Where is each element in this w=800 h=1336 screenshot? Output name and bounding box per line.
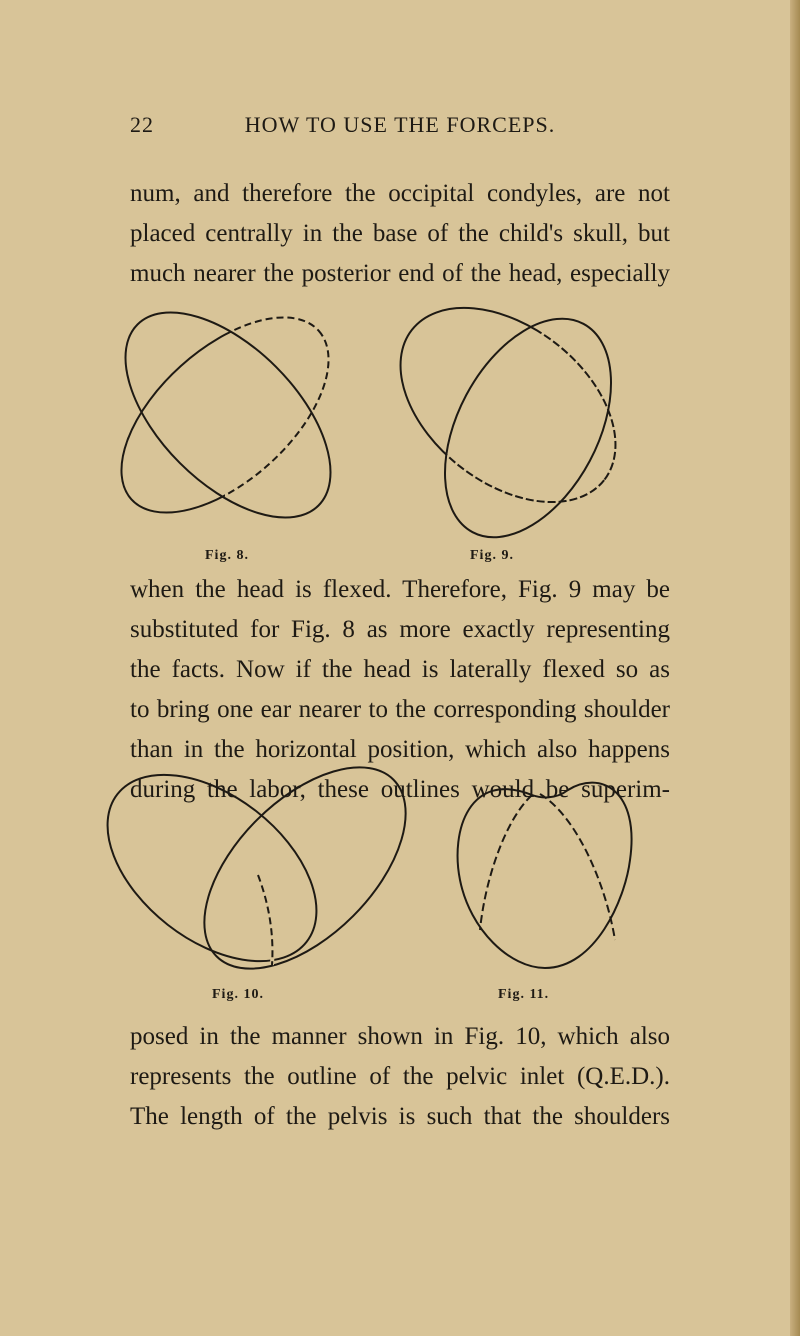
text-line: to bring one ear nearer to the corresponding shoulder (130, 696, 670, 723)
text-line: represents the outline of the pelvic inlet (Q.E.D.). (130, 1063, 670, 1090)
figure-11 (458, 783, 632, 968)
text-line: The length of the pelvis is such that the shoulders (130, 1103, 670, 1130)
text-line: much nearer the posterior end of the head, especially (130, 260, 670, 287)
caption-fig-9: Fig. 9. (470, 548, 514, 563)
text-line: posed in the manner shown in Fig. 10, which also (130, 1023, 670, 1050)
text-line: the facts. Now if the head is laterally flexed so as (130, 656, 670, 683)
text-line: num, and therefore the occipital condyles, are not (130, 180, 670, 207)
text-line: substituted for Fig. 8 as more exactly representing (130, 616, 670, 643)
text-line: during the labor, these outlines would be superim- (130, 776, 670, 803)
caption-fig-8: Fig. 8. (205, 548, 249, 563)
paragraph-2 (130, 570, 670, 810)
text-line: when the head is flexed. Therefore, Fig. 9 may be (130, 576, 670, 603)
figure-9 (364, 268, 652, 565)
caption-fig-11: Fig. 11. (498, 987, 550, 1002)
paragraph-3 (130, 1017, 670, 1137)
text-line: than in the horizontal position, which also happens (130, 736, 670, 763)
caption-fig-10: Fig. 10. (212, 987, 264, 1002)
text-line: placed centrally in the base of the child's skull, but (130, 220, 670, 247)
running-title: HOW TO USE THE FORCEPS. (244, 112, 556, 137)
figure-8 (87, 276, 366, 553)
page-number: 22 (130, 112, 154, 137)
